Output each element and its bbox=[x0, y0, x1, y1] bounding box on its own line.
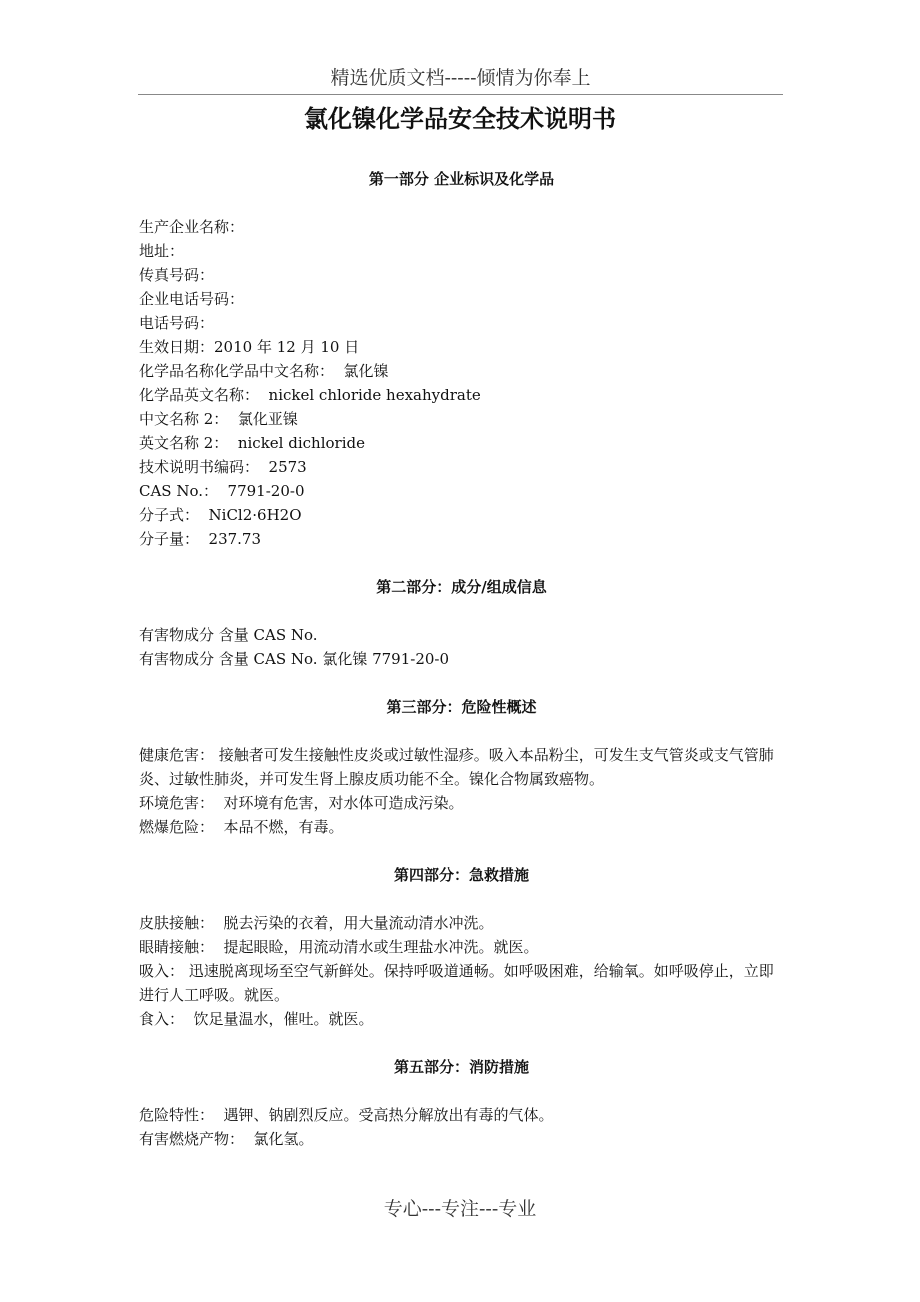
section-heading: 第二部分：成分/组成信息 bbox=[376, 578, 547, 596]
section-4 bbox=[139, 863, 784, 1031]
document-body bbox=[139, 167, 784, 1175]
health-hazard: 健康危害： 接触者可发生接触性皮炎或过敏性湿疹。吸入本品粉尘，可发生支气管炎或支气管肺炎、过敏性肺炎，并可发生肾上腺皮质功能不全。镍化合物属致癌物。 bbox=[139, 746, 774, 788]
page-footer: 专心---专注---专业 bbox=[383, 1198, 537, 1220]
field-fax: 传真号码： bbox=[139, 266, 215, 284]
field-english-name: 化学品英文名称： nickel chloride hexahydrate bbox=[139, 386, 481, 404]
section-heading: 第五部分：消防措施 bbox=[393, 1058, 529, 1076]
section-heading: 第三部分：危险性概述 bbox=[386, 698, 537, 716]
field-effective-date: 生效日期：2010 年 12 月 10 日 bbox=[139, 338, 360, 356]
header-divider bbox=[138, 94, 783, 95]
environment-hazard: 环境危害： 对环境有危害，对水体可造成污染。 bbox=[139, 794, 464, 812]
field-phone: 电话号码： bbox=[139, 314, 215, 332]
field-address: 地址： bbox=[139, 242, 185, 260]
page-header: 精选优质文档-----倾情为你奉上 bbox=[330, 67, 591, 89]
section-3 bbox=[139, 695, 784, 839]
field-english-name-2: 英文名称 2： nickel dichloride bbox=[139, 434, 365, 452]
fire-explosion-hazard: 燃爆危险： 本品不燃，有毒。 bbox=[139, 818, 344, 836]
field-company-phone: 企业电话号码： bbox=[139, 290, 245, 308]
field-chinese-name: 化学品名称化学品中文名称： 氯化镍 bbox=[139, 362, 389, 380]
hazard-characteristics: 危险特性： 遇钾、钠剧烈反应。受高热分解放出有毒的气体。 bbox=[139, 1106, 554, 1124]
field-formula: 分子式： NiCl2·6H2O bbox=[139, 506, 302, 524]
composition-header: 有害物成分 含量 CAS No. bbox=[139, 626, 318, 644]
field-manufacturer: 生产企业名称： bbox=[139, 218, 245, 236]
field-chinese-name-2: 中文名称 2： 氯化亚镍 bbox=[139, 410, 298, 428]
skin-contact: 皮肤接触： 脱去污染的衣着，用大量流动清水冲洗。 bbox=[139, 914, 494, 932]
hazardous-combustion-products: 有害燃烧产物： 氯化氢。 bbox=[139, 1130, 314, 1148]
section-5 bbox=[139, 1055, 784, 1151]
document-title: 氯化镍化学品安全技术说明书 bbox=[304, 105, 616, 133]
section-2 bbox=[139, 575, 784, 671]
section-heading: 第四部分：急救措施 bbox=[393, 866, 529, 884]
inhalation: 吸入： 迅速脱离现场至空气新鲜处。保持呼吸道通畅。如呼吸困难，给输氧。如呼吸停止，立即进行人工呼吸。就医。 bbox=[139, 962, 774, 1004]
ingestion: 食入： 饮足量温水，催吐。就医。 bbox=[139, 1010, 374, 1028]
section-heading: 第一部分 企业标识及化学品 bbox=[368, 170, 555, 188]
section-1 bbox=[139, 167, 784, 551]
composition-row: 有害物成分 含量 CAS No. 氯化镍 7791-20-0 bbox=[139, 650, 450, 668]
field-spec-code: 技术说明书编码： 2573 bbox=[139, 458, 307, 476]
field-molecular-weight: 分子量： 237.73 bbox=[139, 530, 262, 548]
eye-contact: 眼睛接触： 提起眼睑，用流动清水或生理盐水冲洗。就医。 bbox=[139, 938, 539, 956]
field-cas-no: CAS No.： 7791-20-0 bbox=[139, 482, 305, 500]
